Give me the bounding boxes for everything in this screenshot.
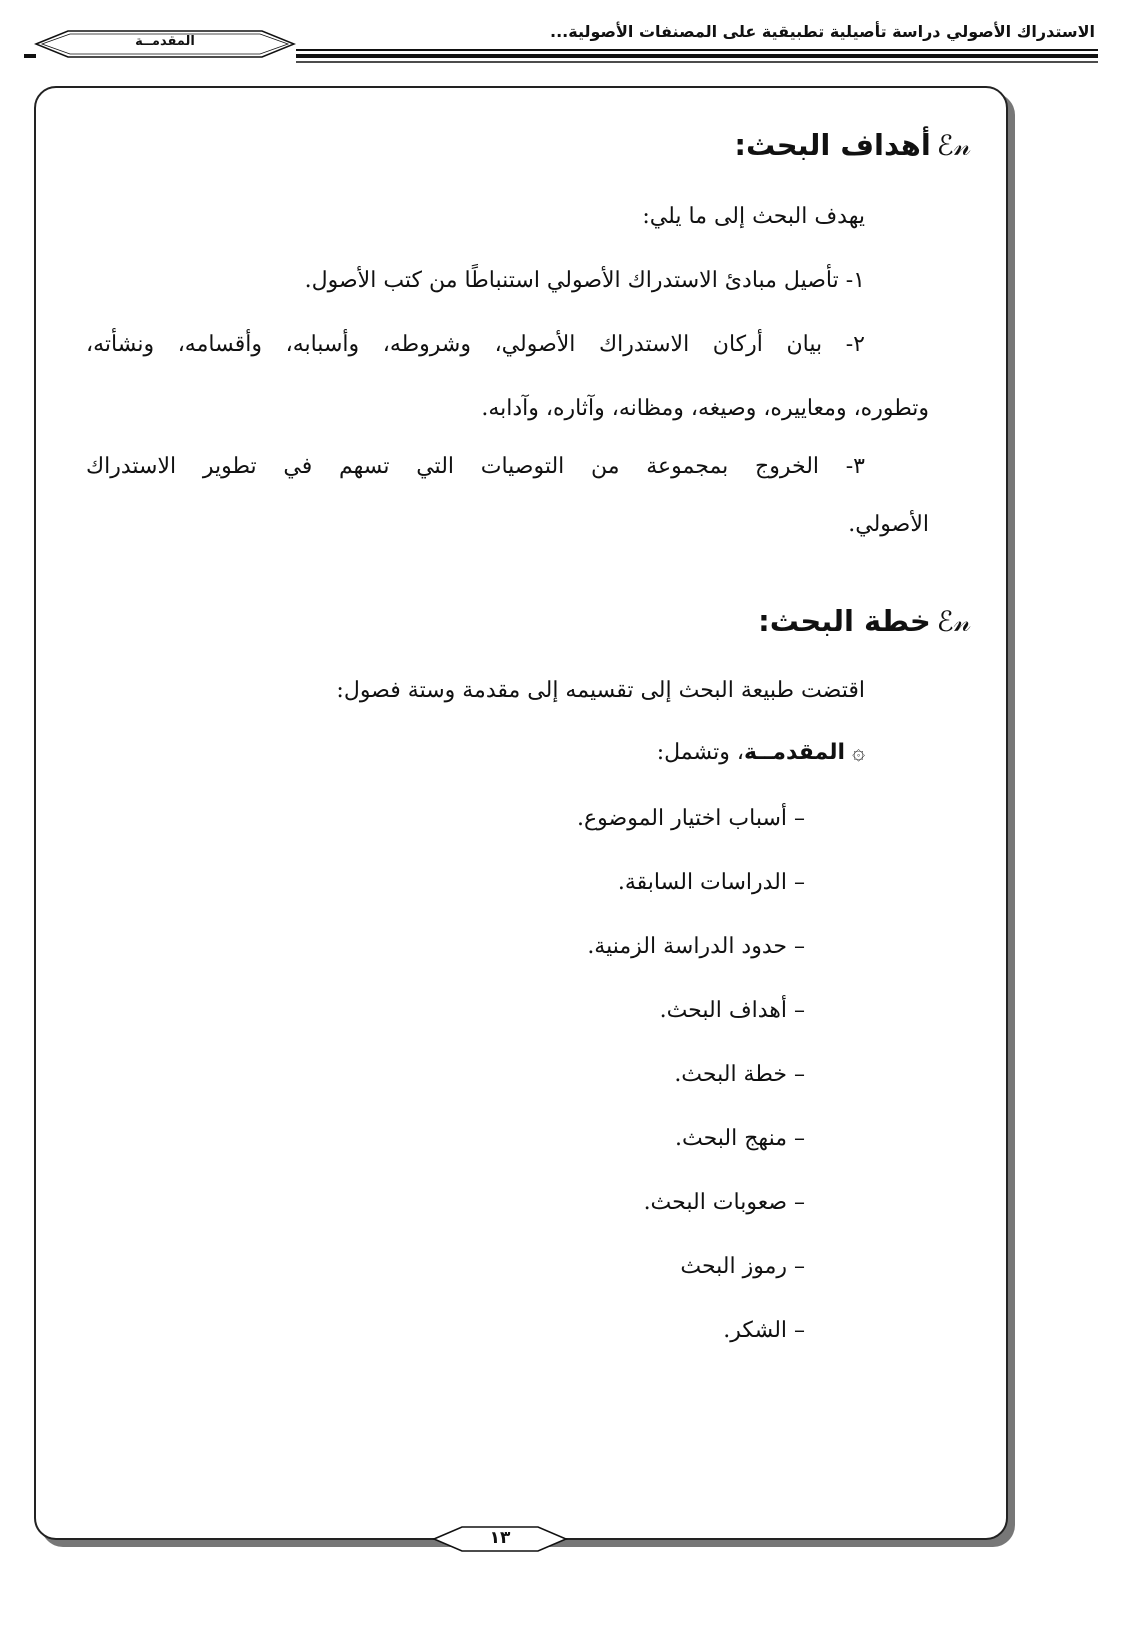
goals-item-1: ١- تأصيل مبادئ الاستدراك الأصولي استنباطًا من كتب الأصول. [304, 268, 865, 293]
list-item: – أهداف البحث. [659, 998, 805, 1023]
list-item: – أسباب اختيار الموضوع. [577, 806, 805, 831]
list-item: – خطة البحث. [674, 1062, 805, 1087]
page-number-text: ١٣ [489, 1528, 511, 1548]
list-item: – رموز البحث [680, 1254, 805, 1279]
list-item: – الشكر. [723, 1318, 805, 1343]
goals-heading [734, 128, 971, 163]
page-frame [34, 86, 1008, 1540]
list-item: – حدود الدراسة الزمنية. [587, 934, 805, 959]
goals-heading-text: أهداف البحث: [734, 128, 931, 162]
goals-item-3-line-2: الأصولي. [848, 512, 929, 537]
list-item: – منهج البحث. [674, 1126, 805, 1151]
plan-heading-text: خطة البحث: [758, 604, 931, 638]
plan-subheading [657, 740, 865, 765]
page-number [432, 1524, 568, 1554]
goals-item-2-line-2: وتطوره، ومعاييره، وصيغه، ومظانه، وآثاره، وآدابه. [481, 396, 929, 421]
running-title: الاستدراك الأصولي دراسة تأصيلية تطبيقية على المصنفات الأصولية... [550, 22, 1095, 41]
goals-intro: يهدف البحث إلى ما يلي: [642, 204, 865, 229]
list-item: – صعوبات البحث. [643, 1190, 805, 1215]
chapter-tab [34, 28, 296, 60]
star-marker-icon: ۞ [852, 740, 865, 765]
goals-item-3-line-1: ٣- الخروج بمجموعة من التوصيات التي تسهم في تطوير الاستدراك [86, 454, 865, 479]
plan-subheading-tail: ، وتشمل: [656, 740, 744, 765]
plan-intro: اقتضت طبيعة البحث إلى تقسيمه إلى مقدمة وستة فصول: [336, 678, 865, 703]
ornament-icon: ℰ𝓃 [936, 129, 971, 162]
goals-item-2-line-1: ٢- بيان أركان الاستدراك الأصولي، وشروطه، وأسبابه، وأقسامه، ونشأته، [86, 332, 865, 357]
plan-subheading-title: المقدمــة [744, 740, 846, 765]
plan-heading [758, 604, 971, 639]
ornament-icon: ℰ𝓃 [936, 605, 971, 638]
list-item: – الدراسات السابقة. [617, 870, 805, 895]
chapter-label: المقدمــة [135, 34, 195, 49]
